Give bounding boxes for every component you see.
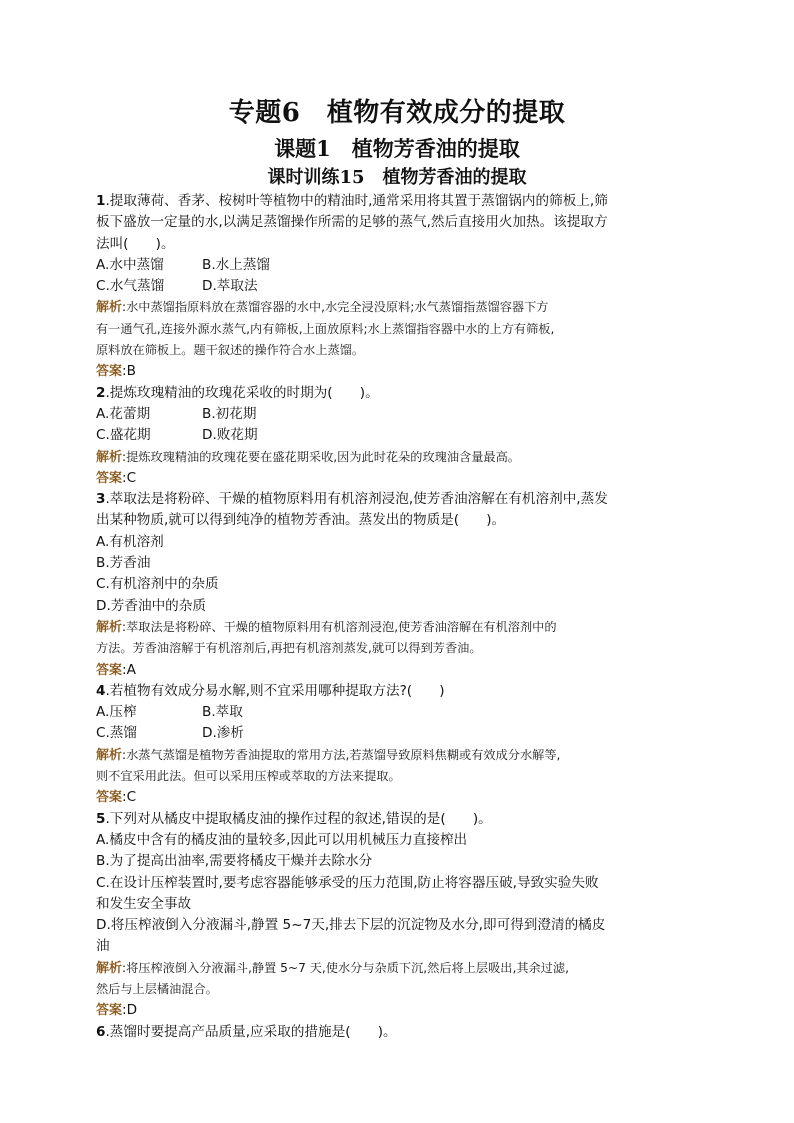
option-c-continued: 和发生安全事故 [96,895,192,912]
question-stem: .若植物有效成分易水解,则不宜采用哪种提取方法?( ) [105,682,445,699]
option-a: A.橘皮中含有的橘皮油的量较多,因此可以用机械压力直接榨出 [96,831,468,848]
analysis-text: 则不宜采用此法。但可以采用压榨或萃取的方法来提取。 [96,769,401,784]
option-d: D.将压榨液倒入分液漏斗,静置 5~7天,排去下层的沉淀物及水分,即可得到澄清的橘皮 [96,917,606,934]
analysis-text: 方法。芳香油溶解于有机溶剂后,再把有机溶剂蒸发,就可以得到芳香油。 [96,641,482,656]
question-number: 6 [96,1023,106,1040]
question-list [96,191,700,1043]
answer-label: 答案 [96,364,123,380]
answer-value: :A [122,661,136,678]
analysis-text: :萃取法是将粉碎、干燥的植物原料用有机溶剂浸泡,使芳香油溶解在有机溶剂中的 [122,619,557,634]
answer-value: :C [122,469,137,486]
analysis-text: :水中蒸馏指原料放在蒸馏容器的水中,水完全浸没原料;水气蒸馏指蒸馏容器下方 [122,300,549,315]
answer-value: :D [122,1002,138,1019]
question-stem: .蒸馏时要提高产品质量,应采取的措施是( )。 [105,1023,397,1040]
answer-value: :B [122,363,136,380]
option-c: C.蒸馏 [96,725,138,742]
analysis-label: 解析 [96,747,123,763]
option-b: B.水上蒸馏 [202,256,271,273]
question-stem: .下列对从橘皮中提取橘皮油的操作过程的叙述,错误的是( )。 [105,810,492,827]
answer-label: 答案 [96,662,123,678]
option-a: A.有机溶剂 [96,533,164,550]
option-c: C.水气蒸馏 [96,278,165,295]
answer-label: 答案 [96,470,123,486]
question-stem: .萃取法是将粉碎、干燥的植物原料用有机溶剂浸泡,使芳香油溶解在有机溶剂中,蒸发 [105,491,608,508]
question-number: 4 [96,682,106,699]
analysis-text: :提炼玫瑰精油的玫瑰花要在盛花期采收,因为此时花朵的玫瑰油含量最高。 [122,449,520,464]
option-a: A.压榨 [96,704,137,721]
option-c: C.有机溶剂中的杂质 [96,576,219,593]
analysis-label: 解析 [96,300,123,316]
option-d: D.芳香油中的杂质 [96,597,206,614]
question-number: 5 [96,810,106,827]
topic-title: 专题6 植物有效成分的提取 [228,98,566,128]
question-number: 1 [96,193,106,209]
question-1 [96,191,700,383]
option-b: B.初花期 [202,405,257,422]
option-a: A.花蕾期 [96,405,151,422]
question-3 [96,489,700,681]
option-c: C.盛花期 [96,427,151,444]
option-b: B.萃取 [202,704,243,721]
question-stem: 板下盛放一定量的水,以满足蒸馏操作所需的足够的蒸气,然后直接用火加热。该提取方 [96,214,608,231]
analysis-label: 解析 [96,960,123,976]
question-4 [96,681,700,809]
option-b: B.芳香油 [96,555,151,572]
analysis-text: 有一通气孔,连接外源水蒸气,内有筛板,上面放原料;水上蒸馏指容器中水的上方有筛板, [96,321,555,336]
analysis-text: 原料放在筛板上。题干叙述的操作符合水上蒸馏。 [96,343,365,358]
question-6 [96,1022,700,1043]
option-a: A.水中蒸馏 [96,256,164,273]
question-5 [96,809,700,1022]
option-d: D.萃取法 [202,278,258,295]
question-number: 3 [96,491,106,508]
answer-label: 答案 [96,790,123,806]
question-2 [96,383,700,489]
question-stem: 法叫( )。 [96,235,175,252]
option-d-continued: 油 [96,938,110,955]
question-stem: 出某种物质,就可以得到纯净的植物芳香油。蒸发出的物质是( )。 [96,512,506,529]
analysis-text: :水蒸气蒸馏是植物芳香油提取的常用方法,若蒸馏导致原料焦糊或有效成分水解等, [122,747,561,762]
option-d: D.渗析 [202,725,244,742]
question-number: 2 [96,384,106,401]
answer-label: 答案 [96,1003,123,1019]
analysis-text: 然后与上层橘油混合。 [96,981,218,996]
analysis-label: 解析 [96,619,123,635]
analysis-text: :将压榨液倒入分液漏斗,静置 5~7 天,使水分与杂质下沉,然后将上层吸出,其余过滤, [122,960,569,975]
question-stem: .提取薄荷、香茅、桉树叶等植物中的精油时,通常采用将其置于蒸馏锅内的筛板上,筛 [105,193,608,209]
analysis-label: 解析 [96,449,123,465]
option-b: B.为了提高出油率,需要将橘皮干燥并去除水分 [96,853,373,870]
lesson-title: 课题1 植物芳香油的提取 [274,136,520,161]
exercise-title: 课时训练15 植物芳香油的提取 [267,167,527,188]
answer-value: :C [122,789,137,806]
option-d: D.败花期 [202,427,258,444]
option-c: C.在设计压榨装置时,要考虑容器能够承受的压力范围,防止将容器压破,导致实验失败 [96,874,599,891]
question-stem: .提炼玫瑰精油的玫瑰花采收的时期为( )。 [105,384,379,401]
